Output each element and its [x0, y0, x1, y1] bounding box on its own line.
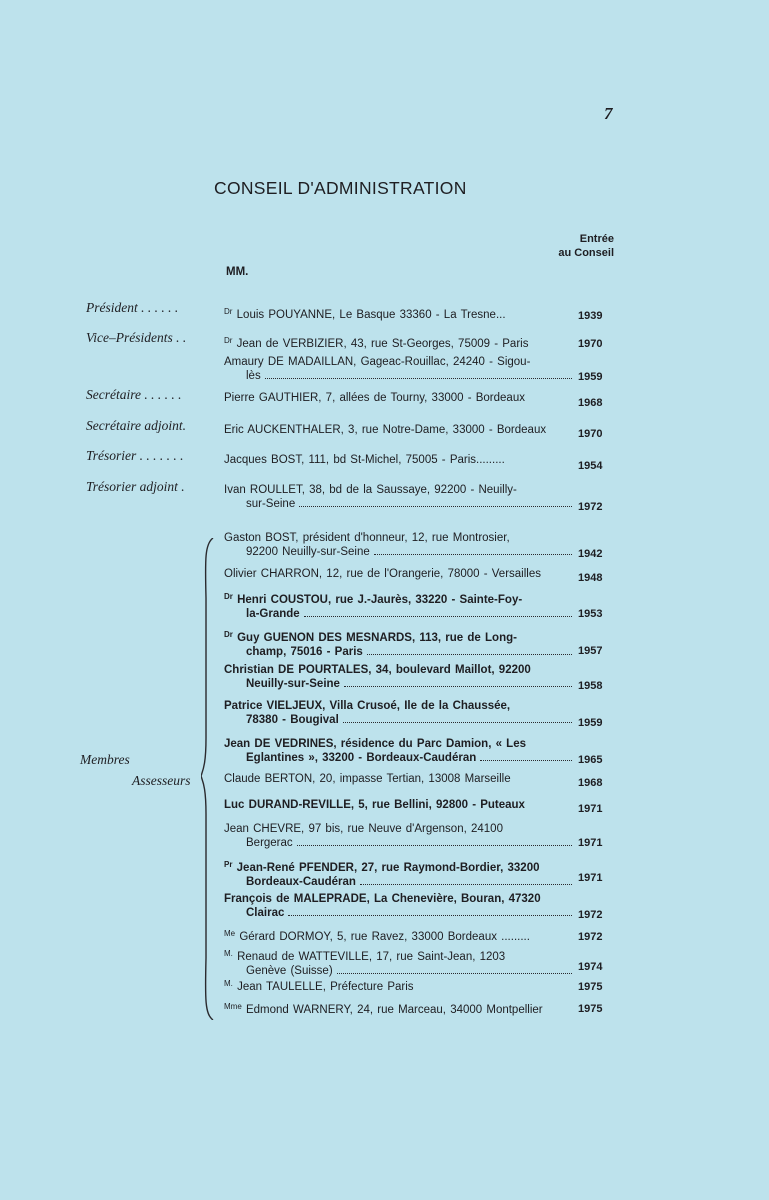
- member-entry-line-1: [224, 738, 576, 751]
- member-entry-text: Jean-René PFENDER, 27, rue Raymond-Bordier, 33200: [236, 862, 540, 874]
- member-title-prefix: Mme: [224, 1002, 242, 1011]
- dot-leader: [265, 369, 572, 379]
- member-entry-line-1: [224, 628, 576, 645]
- member-entry: [224, 424, 576, 437]
- entry-year: 1972: [578, 909, 603, 921]
- page-number: 7: [604, 104, 613, 123]
- entry-year: 1965: [578, 754, 603, 766]
- member-entry-line-1: [224, 858, 576, 875]
- dot-leader: [288, 906, 572, 916]
- member-entry-line-2: [224, 875, 576, 889]
- member-entry-text: Gérard DORMOY, 5, rue Ravez, 33000 Bordeaux .........: [239, 931, 530, 943]
- member-entry: [224, 738, 576, 765]
- member-entry-line-2: [224, 607, 576, 621]
- member-entry-line-1: [224, 532, 576, 545]
- member-entry-line-1: [224, 927, 576, 944]
- entry-year: 1972: [578, 931, 603, 943]
- entry-year: 1974: [578, 961, 603, 973]
- member-entry-text: Jean CHEVRE, 97 bis, rue Neuve d'Argenson, 24100: [224, 823, 503, 835]
- entry-year: 1971: [578, 837, 603, 849]
- member-entry-line-1: [224, 305, 576, 322]
- member-entry: [224, 484, 576, 511]
- member-entry: [224, 799, 576, 812]
- entry-year: 1948: [578, 572, 603, 584]
- member-entry-line-2: [224, 545, 576, 559]
- member-entry-continuation: Bordeaux-Caudéran: [246, 876, 356, 888]
- member-title-prefix: Dr: [224, 336, 233, 345]
- member-entry: [224, 356, 576, 383]
- member-entry-line-1: [224, 799, 576, 812]
- member-entry-text: Edmond WARNERY, 24, rue Marceau, 34000 Montpellier: [245, 1004, 543, 1016]
- member-entry: [224, 628, 576, 659]
- member-entry-text: Guy GUENON DES MESNARDS, 113, rue de Long-: [237, 632, 517, 644]
- member-entry-continuation: Eglantines », 33200 - Bordeaux-Caudéran: [246, 752, 477, 764]
- role-president: Président . . . . . .: [86, 300, 179, 315]
- member-entry: [224, 568, 576, 581]
- member-entry: [224, 392, 576, 405]
- member-entry-line-1: [224, 823, 576, 836]
- member-title-prefix: Dr: [224, 630, 233, 639]
- member-entry-text: Amaury DE MADAILLAN, Gageac-Rouillac, 24240 - Sigou-: [224, 356, 531, 368]
- member-entry-text: Luc DURAND-REVILLE, 5, rue Bellini, 92800 - Puteaux: [224, 799, 525, 811]
- member-entry: [224, 334, 576, 351]
- member-entry-continuation: Neuilly-sur-Seine: [246, 678, 340, 690]
- member-entry-text: Renaud de WATTEVILLE, 17, rue Saint-Jean, 1203: [237, 951, 506, 963]
- member-entry-text: Jean de VERBIZIER, 43, rue St-Georges, 75009 - Paris: [236, 338, 529, 350]
- role-membres: Membres: [80, 752, 130, 767]
- member-entry-text: Jean DE VEDRINES, résidence du Parc Damion, « Les: [224, 738, 526, 750]
- role-vice-presidents: Vice–Présidents . .: [86, 330, 187, 345]
- member-entry-line-1: [224, 590, 576, 607]
- member-entry-continuation: champ, 75016 - Paris: [246, 646, 363, 658]
- entry-year: 1970: [578, 338, 603, 350]
- member-entry: [224, 532, 576, 559]
- role-assesseurs: Assesseurs: [132, 773, 191, 788]
- member-entry-line-2: [224, 369, 576, 383]
- entry-year: 1975: [578, 1003, 603, 1015]
- members-brace: [201, 538, 215, 1020]
- member-entry: [224, 977, 576, 994]
- member-title-prefix: M.: [224, 949, 233, 958]
- entry-year: 1942: [578, 548, 603, 560]
- entry-year: 1971: [578, 872, 603, 884]
- member-entry: [224, 893, 576, 920]
- member-entry-text: Christian DE POURTALES, 34, boulevard Maillot, 92200: [224, 664, 531, 676]
- member-entry-text: Eric AUCKENTHALER, 3, rue Notre-Dame, 33000 - Bordeaux: [224, 424, 547, 436]
- column-header-line-2: au Conseil: [558, 247, 614, 259]
- dot-leader: [480, 751, 572, 761]
- member-entry-text: Olivier CHARRON, 12, rue de l'Orangerie, 78000 - Versailles: [224, 568, 541, 580]
- member-entry: [224, 700, 576, 727]
- entry-year: 1972: [578, 501, 603, 513]
- member-entry-line-1: [224, 334, 576, 351]
- member-entry-continuation: Genève (Suisse): [246, 965, 333, 977]
- member-entry-line-1: [224, 977, 576, 994]
- dot-leader: [344, 677, 572, 687]
- entry-year: 1968: [578, 777, 603, 789]
- member-entry-line-2: [224, 836, 576, 850]
- member-entry-text: Gaston BOST, président d'honneur, 12, rue Montrosier,: [224, 532, 510, 544]
- entry-year: 1970: [578, 428, 603, 440]
- member-entry-line-2: [224, 645, 576, 659]
- member-entry-continuation: Bergerac: [246, 837, 293, 849]
- member-entry-line-1: [224, 893, 576, 906]
- member-entry: [224, 305, 576, 322]
- entry-year: 1958: [578, 680, 603, 692]
- member-entry-continuation: lès: [246, 370, 261, 382]
- member-entry: [224, 454, 576, 467]
- entry-year: 1953: [578, 608, 603, 620]
- member-entry-line-1: [224, 947, 576, 964]
- member-entry: [224, 947, 576, 978]
- dot-leader: [304, 607, 572, 617]
- member-entry: [224, 590, 576, 621]
- role-tresorier: Trésorier . . . . . . .: [86, 448, 184, 463]
- dot-leader: [360, 875, 572, 885]
- dot-leader: [367, 645, 572, 655]
- member-title-prefix: Pr: [224, 860, 233, 869]
- member-entry-line-1: [224, 484, 576, 497]
- member-entry-line-1: [224, 392, 576, 405]
- member-entry-text: Jacques BOST, 111, bd St-Michel, 75005 - Paris.........: [224, 454, 505, 466]
- member-entry-continuation: 92200 Neuilly-sur-Seine: [246, 546, 370, 558]
- member-entry: [224, 773, 576, 786]
- member-entry-continuation: sur-Seine: [246, 498, 296, 510]
- member-entry-line-1: [224, 700, 576, 713]
- entry-year: 1968: [578, 397, 603, 409]
- member-entry-text: Claude BERTON, 20, impasse Tertian, 13008 Marseille: [224, 773, 511, 785]
- entry-year: 1954: [578, 460, 603, 472]
- column-header-line-1: Entrée: [579, 233, 614, 245]
- member-entry: [224, 823, 576, 850]
- member-entry: [224, 927, 576, 944]
- entry-year: 1959: [578, 371, 603, 383]
- role-tresorier-adjoint: Trésorier adjoint .: [86, 479, 185, 494]
- member-entry-continuation: Clairac: [246, 907, 285, 919]
- entry-year: 1971: [578, 803, 603, 815]
- mm-label: MM.: [226, 266, 249, 278]
- member-entry-line-2: [224, 751, 576, 765]
- member-entry-line-1: [224, 568, 576, 581]
- member-entry-line-1: [224, 773, 576, 786]
- member-entry-line-2: [224, 497, 576, 511]
- member-entry-line-1: [224, 356, 576, 369]
- column-header: [520, 232, 614, 260]
- member-entry-line-2: [224, 964, 576, 978]
- member-entry-line-2: [224, 677, 576, 691]
- member-entry-text: Henri COUSTOU, rue J.-Jaurès, 33220 - Sainte-Foy-: [237, 594, 523, 606]
- member-entry-text: Patrice VIELJEUX, Villa Crusoé, Ile de la Chaussée,: [224, 700, 511, 712]
- member-entry-text: Louis POUYANNE, Le Basque 33360 - La Tresne...: [236, 309, 506, 321]
- dot-leader: [374, 545, 572, 555]
- member-entry-text: Ivan ROULLET, 38, bd de la Saussaye, 92200 - Neuilly-: [224, 484, 517, 496]
- member-entry-text: François de MALEPRADE, La Chenevière, Bouran, 47320: [224, 893, 541, 905]
- member-entry-text: Jean TAULELLE, Préfecture Paris: [237, 981, 414, 993]
- member-entry: [224, 858, 576, 889]
- member-entry-continuation: la-Grande: [246, 608, 300, 620]
- member-entry-line-2: [224, 906, 576, 920]
- entry-year: 1975: [578, 981, 603, 993]
- member-entry-line-2: [224, 713, 576, 727]
- dot-leader: [297, 836, 572, 846]
- entry-year: 1957: [578, 645, 603, 657]
- member-entry: [224, 664, 576, 691]
- member-entry-line-1: [224, 454, 576, 467]
- role-secretaire-adjoint: Secrétaire adjoint.: [86, 418, 186, 433]
- entry-year: 1939: [578, 310, 603, 322]
- page-title: CONSEIL D'ADMINISTRATION: [214, 178, 467, 198]
- dot-leader: [337, 964, 572, 974]
- member-entry-text: Pierre GAUTHIER, 7, allées de Tourny, 33000 - Bordeaux: [224, 392, 525, 404]
- member-title-prefix: M.: [224, 979, 233, 988]
- dot-leader: [299, 497, 572, 507]
- member-entry-line-1: [224, 1000, 576, 1017]
- role-secretaire: Secrétaire . . . . . .: [86, 387, 182, 402]
- member-entry-continuation: 78380 - Bougival: [246, 714, 339, 726]
- entry-year: 1959: [578, 717, 603, 729]
- member-title-prefix: Dr: [224, 307, 233, 316]
- member-title-prefix: Me: [224, 929, 236, 938]
- member-entry: [224, 1000, 576, 1017]
- member-entry-line-1: [224, 424, 576, 437]
- member-title-prefix: Dr: [224, 592, 233, 601]
- member-entry-line-1: [224, 664, 576, 677]
- dot-leader: [343, 713, 572, 723]
